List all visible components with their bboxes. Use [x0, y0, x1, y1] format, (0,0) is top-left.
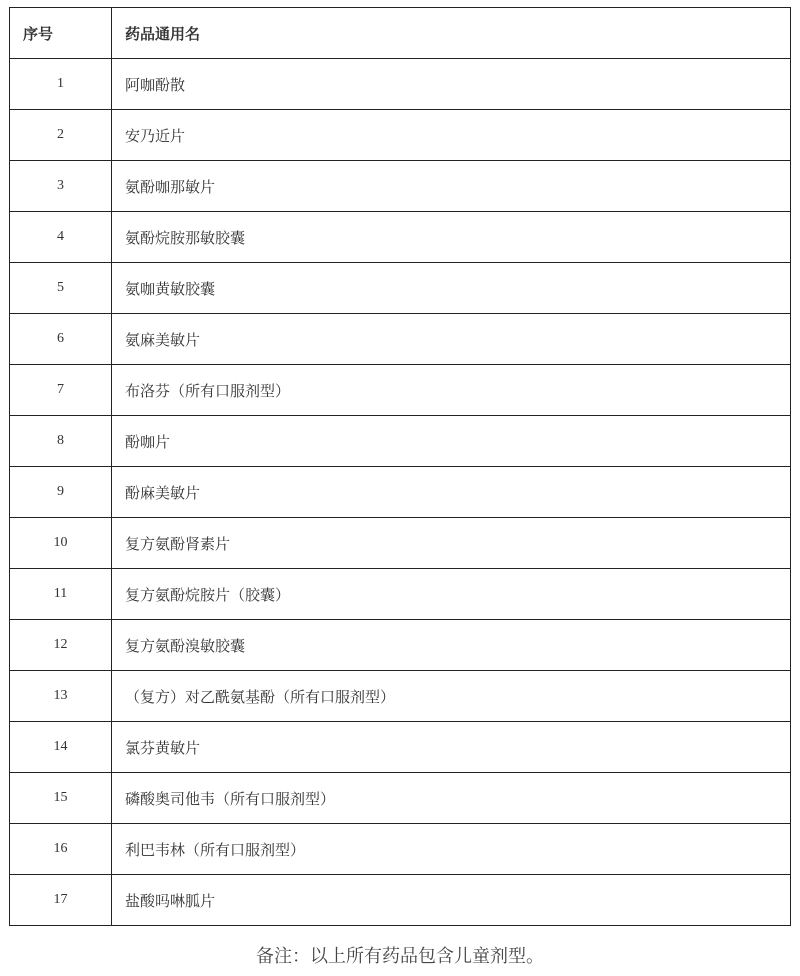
table-row: [10, 671, 791, 722]
table-row: [10, 212, 791, 263]
row-index: 16: [10, 824, 112, 875]
row-index: 5: [10, 263, 112, 314]
drug-name: 复方氨酚烷胺片（胶囊）: [112, 569, 791, 620]
drug-name: 氨麻美敏片: [112, 314, 791, 365]
drug-name: 氨酚烷胺那敏胶囊: [112, 212, 791, 263]
row-index: 15: [10, 773, 112, 824]
header-index: 序号: [10, 8, 112, 59]
drug-name: 酚麻美敏片: [112, 467, 791, 518]
table-row: [10, 620, 791, 671]
drug-name: 安乃近片: [112, 110, 791, 161]
table-row: [10, 875, 791, 926]
drug-name: 阿咖酚散: [112, 59, 791, 110]
row-index: 14: [10, 722, 112, 773]
drug-name: 氨酚咖那敏片: [112, 161, 791, 212]
row-index: 9: [10, 467, 112, 518]
row-index: 10: [10, 518, 112, 569]
table-row: [10, 59, 791, 110]
table-row: [10, 263, 791, 314]
drug-name: （复方）对乙酰氨基酚（所有口服剂型）: [112, 671, 791, 722]
drug-name: 磷酸奥司他韦（所有口服剂型）: [112, 773, 791, 824]
row-index: 7: [10, 365, 112, 416]
row-index: 8: [10, 416, 112, 467]
table-row: [10, 314, 791, 365]
row-index: 2: [10, 110, 112, 161]
row-index: 4: [10, 212, 112, 263]
row-index: 6: [10, 314, 112, 365]
table-row: [10, 467, 791, 518]
table-row: [10, 773, 791, 824]
row-index: 3: [10, 161, 112, 212]
drug-name: 利巴韦林（所有口服剂型）: [112, 824, 791, 875]
table-header-row: [10, 8, 791, 59]
table-row: [10, 365, 791, 416]
drug-table: [9, 7, 791, 926]
table-row: [10, 416, 791, 467]
table-row: [10, 569, 791, 620]
row-index: 17: [10, 875, 112, 926]
row-index: 13: [10, 671, 112, 722]
drug-name: 复方氨酚肾素片: [112, 518, 791, 569]
row-index: 12: [10, 620, 112, 671]
drug-name: 布洛芬（所有口服剂型）: [112, 365, 791, 416]
table-row: [10, 161, 791, 212]
row-index: 11: [10, 569, 112, 620]
table-row: [10, 110, 791, 161]
footnote: 备注：以上所有药品包含儿童剂型。: [256, 946, 544, 966]
drug-name: 氯芬黄敏片: [112, 722, 791, 773]
drug-name: 盐酸吗啉胍片: [112, 875, 791, 926]
drug-name: 酚咖片: [112, 416, 791, 467]
drug-name: 氨咖黄敏胶囊: [112, 263, 791, 314]
drug-name: 复方氨酚溴敏胶囊: [112, 620, 791, 671]
table-row: [10, 518, 791, 569]
header-drug-name: 药品通用名: [112, 8, 791, 59]
table-row: [10, 722, 791, 773]
row-index: 1: [10, 59, 112, 110]
table-row: [10, 824, 791, 875]
